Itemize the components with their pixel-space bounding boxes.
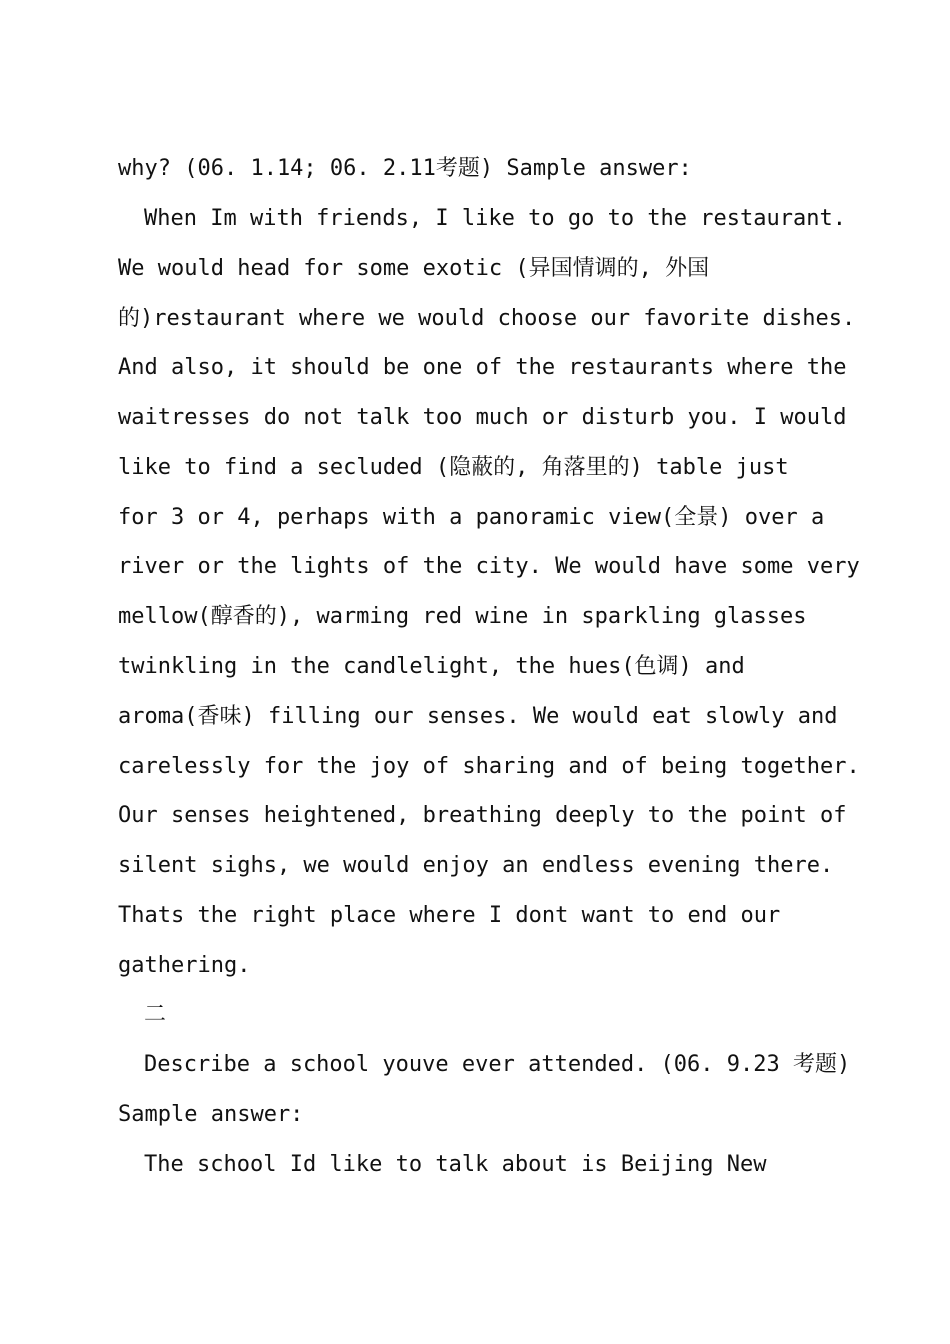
question-heading: Describe a school youve ever attended. (06. 9.23 考题) xyxy=(144,1052,851,1077)
text-line: like to find a secluded (隐蔽的, 角落里的) table just xyxy=(118,455,789,480)
text-line: We would head for some exotic (异国情调的, 外国 xyxy=(118,256,710,281)
text-line: gathering. xyxy=(118,953,251,978)
paragraph-start-line: The school Id like to talk about is Beijing New xyxy=(144,1152,767,1177)
text-line: Our senses heightened, breathing deeply to the point of xyxy=(118,803,847,828)
text-line: why? (06. 1.14; 06. 2.11考题) Sample answer: xyxy=(118,156,692,181)
text-line: 的)restaurant where we would choose our favorite dishes. xyxy=(118,306,856,331)
paragraph-start-line: When Im with friends, I like to go to the restaurant. xyxy=(144,206,846,231)
text-line: mellow(醇香的), warming red wine in sparkling glasses xyxy=(118,604,807,629)
text-line: And also, it should be one of the restaurants where the xyxy=(118,355,847,380)
text-line: silent sighs, we would enjoy an endless evening there. xyxy=(118,853,834,878)
text-line: for 3 or 4, perhaps with a panoramic view(全景) over a xyxy=(118,505,825,530)
text-line: river or the lights of the city. We would have some very xyxy=(118,554,860,579)
text-line: Sample answer: xyxy=(118,1102,304,1127)
text-line: Thats the right place where I dont want to end our xyxy=(118,903,781,928)
text-line: carelessly for the joy of sharing and of being together. xyxy=(118,754,860,779)
section-number: 二 xyxy=(144,1002,167,1027)
text-line: twinkling in the candlelight, the hues(色调) and xyxy=(118,654,745,679)
text-line: aroma(香味) filling our senses. We would eat slowly and xyxy=(118,704,838,729)
text-line: waitresses do not talk too much or disturb you. I would xyxy=(118,405,847,430)
